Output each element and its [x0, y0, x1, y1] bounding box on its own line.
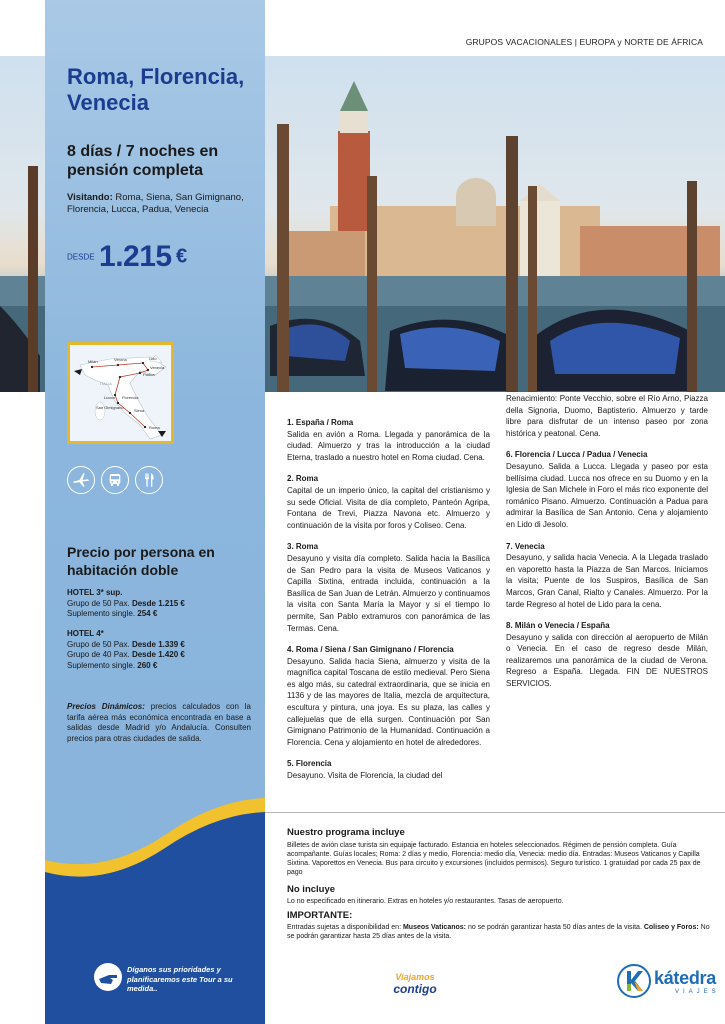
itinerary-column-1	[287, 417, 490, 792]
day-text: Capital de un imperio único, la capital del cristianismo y su sede Oficial. Visita de día completo, Panteón Agripa, Fontana de Trevi, Piazza Navona etc. Almuerzo y continuación de la visita por foros y Coliseo. Cena.	[287, 485, 490, 530]
itinerary-day	[287, 541, 490, 634]
hotel-4-row	[67, 640, 257, 651]
day-text: Desayuno y salida con dirección al aeropuerto de Milán o Venecia. En el caso de regreso desde Milán, realizaremos una panorámica de la ciudad de Verona. Regreso a España. Llegada. FIN DE NUESTROS SERVICIOS.	[506, 632, 708, 689]
viajamos-contigo-logo	[380, 972, 450, 996]
itinerary-day	[506, 541, 708, 611]
day-title: 3. Roma	[287, 542, 319, 552]
price-prefix: DESDE	[67, 252, 95, 262]
itinerary-day	[506, 449, 708, 530]
service-icons	[67, 466, 163, 494]
day-text: Desayuno. Visita de Florencia, la ciudad del	[287, 771, 443, 781]
row-label: Grupo de 40 Pax.	[67, 650, 130, 659]
trip-duration: 8 días / 7 noches en pensión completa	[67, 143, 219, 179]
hotel-4-prices	[67, 629, 257, 671]
bus-icon	[101, 466, 129, 494]
day-text: Desayuno, y salida hacia Venecia. A la Llegada traslado en vaporetto hasta la Piazza de San Marcos. Iniciamos la visita; Puente de los Suspiros, Basílica de San Marcos, Gran Canal, Rialto y Canales. Almuerzo. Por la tarde Regreso al hotel de Lido para la cena.	[506, 553, 708, 609]
important-text-3: No se podrán garantizar hasta 25 días antes de la visita.	[287, 924, 710, 940]
map-label-milan: Milán	[88, 359, 98, 364]
visiting-text: Roma, Siena, San Gimignano, Florencia, Lucca, Padua, Venecia	[67, 192, 244, 215]
hotel-4-row	[67, 650, 257, 661]
page-title: Roma, Florencia, Venecia	[67, 64, 245, 115]
itinerary-day	[506, 620, 708, 690]
price-per-person-title: Precio por persona en habitación doble	[67, 544, 215, 578]
itinerary-day	[287, 417, 490, 463]
brand-name: kátedra	[654, 968, 716, 988]
dynamic-pricing-note	[67, 702, 251, 744]
map-label-roma: Roma	[149, 425, 160, 430]
visiting-label: Visitando:	[67, 192, 113, 203]
katedra-logo	[617, 964, 720, 1000]
dynamic-text: precios calculados con la tarifa aérea más económica encontrada en base a salidas desde Madrid y/o Andalucía. Consulten precios para otras ciudades de salida.	[67, 702, 252, 743]
important-bold-1: Museos Vaticanos:	[402, 924, 466, 931]
viajamos-bottom: contigo	[393, 982, 437, 996]
hotel-3-row	[67, 609, 257, 620]
section-divider	[265, 812, 725, 813]
dynamic-label: Precios Dinámicos:	[67, 702, 145, 711]
hotel-3-name: HOTEL 3* sup.	[67, 588, 123, 597]
itinerary-day	[287, 473, 490, 531]
visiting-cities	[67, 192, 257, 216]
day-title: 2. Roma	[287, 474, 319, 484]
day-text: Desayuno. Salida hacia Siena, almuerzo y visita de la magnífica capital Toscana de estilo medieval. Pero Siena es algo más, su catedral extraordinaria, que se inicia en 1136 y de las mayores de Italia, mezcla de arquitectura, escultura y pintura, una joya. Es su plaza, las calles y callejuelas que de ella surgen. Continuación por San Gimignano Patrimonio de la Humanidad. Continuación a Florencia. Cena y alojamiento en hotel de alrededores.	[287, 656, 490, 747]
day-title: 1. España / Roma	[287, 418, 354, 427]
slogan-text: Díganos sus prioridades y planificaremos este Tour a su medida..	[127, 965, 233, 993]
row-label: Suplemento single.	[67, 660, 136, 670]
day-title: 5. Florencia	[287, 759, 332, 769]
important-bold-2: Coliseo y Foros:	[643, 924, 699, 931]
important-text-1: Entradas sujetas a disponibilidad en:	[287, 924, 403, 931]
day-title: 7. Venecia	[506, 541, 545, 551]
day-title: 8. Milán o Venecia / España	[506, 621, 610, 631]
map-label-florencia: Florencia	[122, 395, 139, 400]
map-label-san-gimignano: San Gimignano	[96, 405, 124, 410]
map-label-verona: Verona	[114, 357, 127, 362]
katedra-k-icon	[617, 964, 651, 998]
sidebar	[45, 0, 265, 1024]
important-title: IMPORTANTE:	[287, 910, 353, 921]
day-text: Salida en avión a Roma. Llegada y panorámica de la ciudad. Almuerzo y tras la introducción a la ciudad Eterna, traslado a nuestro hotel en Roma ciudad. Cena.	[287, 429, 490, 462]
pointing-hand-icon	[93, 962, 123, 992]
row-value: 260 €	[137, 660, 158, 670]
itinerary-day	[287, 644, 490, 748]
airplane-icon	[67, 466, 95, 494]
day-title: 4. Roma / Siena / San Gimignano / Florencia	[287, 645, 454, 655]
important-section	[287, 910, 711, 941]
itinerary-column-2	[506, 393, 708, 700]
price-currency: €	[176, 245, 188, 268]
excludes-section	[287, 884, 711, 906]
includes-section	[287, 827, 711, 877]
excludes-text: Lo no especificado en itinerario. Extras en hoteles y/o restaurantes. Tasas de aeropuerto.	[287, 898, 564, 905]
row-label: Grupo de 50 Pax.	[67, 639, 130, 649]
row-value: Desde 1.339 €	[131, 639, 185, 649]
map-label-lucca: Lucca	[104, 395, 115, 400]
italy-route-map	[67, 342, 174, 444]
map-label-italia: ITALIA	[100, 381, 112, 386]
includes-title: Nuestro programa incluye	[287, 827, 405, 838]
map-label-lido: Lido	[149, 356, 157, 361]
section-header: GRUPOS VACACIONALES | EUROPA y NORTE DE ÁFRICA	[465, 37, 703, 47]
day-text: Renacimiento: Ponte Vecchio, sobre el Río Arno, Piazza della Signoria, Duomo, Baptisterio. Almuerzo y tarde libre para disfrutar de un intenso paseo por zona histórica y peatonal. Cena.	[506, 394, 708, 438]
row-value: Desde 1.215 €	[131, 598, 185, 608]
important-text-2: no se podrán garantizar hasta 50 días antes de la visita.	[466, 924, 644, 931]
itinerary-day	[506, 393, 708, 439]
map-label-padua: Padua	[143, 372, 155, 377]
map-label-venecia: Venecia	[150, 365, 165, 370]
excludes-title: No incluye	[287, 884, 336, 895]
cutlery-icon	[135, 466, 163, 494]
row-label: Grupo de 50 Pax.	[67, 598, 130, 608]
day-text: Desayuno. Salida a Lucca. Llegada y paseo por esta bellísima ciudad. Lucca nos ofrece en su Duomo y en la Iglesia de San Michele in Foro el más rico exponente del románico Pisano. Almuerzo. Continuación a Padua para admirar la Basílica de San Antonio. Cena y alojamiento en Lido di Jesolo.	[506, 461, 708, 529]
includes-text: Billetes de avión clase turista sin equipaje facturado. Estancia en hoteles seleccionados. Régimen de pensión completa. Guía acompañante. Guías locales; Roma: 2 días y medio, Florencia: medio día, Venecia: medio día. Entradas: Museos Vaticanos y Capilla Sixtina. Vaporettos en Venecia. Bus para circuito y excursiones (incluidos permisos). Seguro turístico. 1 gratuidad por cada 25 pax de pago	[287, 842, 701, 876]
map-label-siena: Siena	[134, 408, 145, 413]
viajamos-top: Viajamos	[395, 972, 435, 982]
starting-price	[67, 240, 187, 274]
important-text	[287, 923, 711, 941]
row-value: Desde 1.420 €	[131, 650, 185, 659]
day-text: Desayuno y visita día completo. Salida hacia la Basílica de San Pedro para la visita de Museos Vaticanos y Capilla Sixtina, entrada incluida, continuación a la Basílica de San Juan de Letrán. Almuerzo y continuamos la visita con Santa María la Mayor y si el tiempo lo permite, San Pablo extramuros con panorámica de las Termas. Cena.	[287, 553, 490, 633]
hotel-4-row	[67, 661, 257, 672]
day-title: 6. Florencia / Lucca / Padua / Venecia	[506, 450, 648, 460]
itinerary-day	[287, 758, 490, 781]
row-label: Suplemento single.	[67, 609, 136, 618]
hotel-3-row	[67, 599, 257, 610]
row-value: 254 €	[137, 609, 158, 618]
hotel-4-name: HOTEL 4*	[67, 629, 104, 638]
price-amount: 1.215	[99, 240, 172, 273]
brand-sub: VIAJES	[675, 989, 720, 995]
hotel-3-prices	[67, 588, 257, 620]
